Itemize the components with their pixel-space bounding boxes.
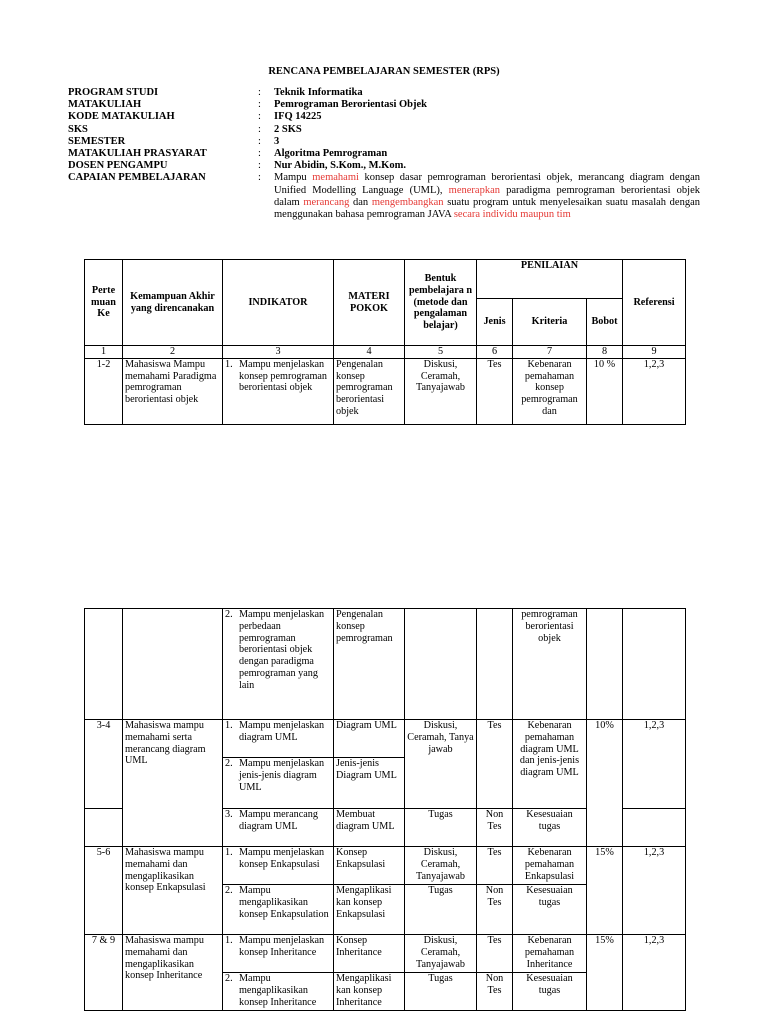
cell-materi: Konsep Enkapsulasi: [334, 847, 405, 885]
capaian-highlight: merancang: [303, 196, 350, 208]
column-number: 2: [123, 346, 223, 359]
cell-kemampuan: [123, 609, 223, 720]
indikator-number: 2.: [225, 758, 233, 769]
column-number: 7: [513, 346, 587, 359]
indikator-text: Mampu mengaplikasikan konsep Enkapsulation: [239, 885, 329, 920]
cell-indikator: [223, 935, 334, 973]
info-row-capaian: [68, 172, 700, 221]
cell-pertemuan: [85, 809, 123, 847]
cell-referensi: 1,2,3: [623, 935, 686, 1011]
cell-materi: Jenis-jenis Diagram UML: [334, 758, 405, 809]
header-jenis: Jenis: [477, 299, 513, 346]
header-materi: MATERI POKOK: [334, 260, 405, 346]
column-number: 9: [623, 346, 686, 359]
info-value: Pemrograman Berorientasi Objek: [274, 99, 428, 111]
cell-indikator: [223, 809, 334, 847]
column-number: 3: [223, 346, 334, 359]
cell-materi: Mengaplikasi kan konsep Inheritance: [334, 973, 405, 1011]
info-key: MATAKULIAH PRASYARAT: [68, 148, 207, 160]
cell-bentuk: Diskusi, Ceramah, Tanyajawab: [405, 847, 477, 885]
cell-referensi: 1,2,3: [623, 847, 686, 935]
header-penilaian: PENILAIAN: [477, 260, 623, 299]
indikator-number: 2.: [225, 609, 233, 620]
cell-pertemuan: 5-6: [85, 847, 123, 935]
cell-kemampuan: Mahasiswa mampu memahami dan mengaplikasikan konsep Enkapsulasi: [123, 847, 223, 935]
info-row-semester: [68, 136, 700, 148]
cell-pertemuan: 1-2: [85, 358, 123, 424]
cell-kriteria: Kesesuaian tugas: [513, 973, 587, 1011]
cell-kemampuan: Mahasiswa mampu memahami dan mengaplikasikan konsep Inheritance: [123, 935, 223, 1011]
cell-bentuk: Diskusi, Ceramah, Tanyajawab: [405, 935, 477, 973]
table-row: [85, 609, 686, 720]
cell-materi: Pengenalan konsep pemrograman: [334, 609, 405, 720]
info-value: Teknik Informatika: [274, 87, 363, 98]
column-number: 4: [334, 346, 405, 359]
info-row-sks: [68, 124, 700, 136]
header-bobot: Bobot: [587, 299, 623, 346]
column-number: 5: [405, 346, 477, 359]
cell-bentuk: Diskusi, Ceramah, Tanya jawab: [405, 720, 477, 809]
cell-jenis: Non Tes: [477, 973, 513, 1011]
cell-materi: Membuat diagram UML: [334, 809, 405, 847]
column-number: 6: [477, 346, 513, 359]
cell-bobot: 10%: [587, 720, 623, 847]
indikator-number: 1.: [225, 935, 233, 946]
cell-kriteria: Kebenaran pemahaman Inheritance: [513, 935, 587, 973]
cell-bobot: 10 %: [587, 358, 623, 424]
cell-bobot: 15%: [587, 847, 623, 935]
capaian-part: Mampu: [274, 172, 313, 184]
indikator-number: 2.: [225, 973, 233, 984]
cell-indikator: [223, 720, 334, 758]
info-value: Nur Abidin, S.Kom., M.Kom.: [274, 160, 406, 172]
indikator-number: 2.: [225, 885, 233, 896]
cell-indikator: [223, 758, 334, 809]
info-value: Algoritma Pemrograman: [274, 148, 388, 160]
header-kriteria: Kriteria: [513, 299, 587, 346]
cell-bentuk: [405, 609, 477, 720]
cell-jenis: [477, 609, 513, 720]
indikator-number: 3.: [225, 809, 233, 820]
column-number: 1: [85, 346, 123, 359]
course-info: [68, 87, 700, 221]
cell-indikator: [223, 885, 334, 935]
cell-bentuk: Tugas: [405, 885, 477, 935]
rps-table-page1: [84, 259, 686, 425]
cell-referensi: 1,2,3: [623, 358, 686, 424]
info-key: CAPAIAN PEMBELAJARAN: [68, 172, 206, 184]
header-bentuk: Bentuk pembelajara n (metode dan pengalaman belajar): [405, 260, 477, 346]
table-row: [85, 847, 686, 885]
cell-bentuk: Tugas: [405, 809, 477, 847]
column-number: 8: [587, 346, 623, 359]
indikator-text: Mampu mengaplikasikan konsep Inheritance: [239, 973, 317, 1008]
table-row: [85, 935, 686, 973]
cell-jenis: Tes: [477, 358, 513, 424]
cell-kriteria: Kebenaran pemahaman konsep pemrograman dan: [513, 358, 587, 424]
info-colon: :: [258, 123, 261, 135]
cell-kriteria: Kesesuaian tugas: [513, 885, 587, 935]
info-colon: :: [258, 160, 261, 172]
header-pertemuan: Perte muan Ke: [85, 260, 123, 346]
info-key: PROGRAM STUDI: [68, 87, 159, 98]
info-row-prasyarat: [68, 148, 700, 160]
info-value: 3: [274, 135, 280, 147]
table-row: [85, 358, 686, 424]
cell-jenis: Tes: [477, 720, 513, 809]
cell-kriteria: pemrograman berorientasi objek: [513, 609, 587, 720]
cell-jenis: Non Tes: [477, 809, 513, 847]
indikator-text: Mampu menjelaskan perbedaan pemrograman berorientasi objek dengan paradigma pemrograman yang lain: [239, 609, 325, 691]
info-key: DOSEN PENGAMPU: [68, 160, 168, 172]
indikator-text: Mampu menjelaskan konsep pemrograman berorientasi objek: [239, 358, 327, 394]
cell-pertemuan: [85, 609, 123, 720]
info-value: IFQ 14225: [274, 111, 322, 123]
cell-kriteria: Kebenaran pemahaman diagram UML dan jenis-jenis diagram UML: [513, 720, 587, 809]
capaian-highlight: mengembangkan: [371, 196, 444, 208]
info-colon: :: [258, 172, 261, 184]
capaian-highlight: memahami: [312, 172, 359, 184]
table-row: [85, 720, 686, 758]
indikator-number: 1.: [225, 358, 233, 370]
info-colon: :: [258, 148, 261, 160]
cell-materi: Konsep Inheritance: [334, 935, 405, 973]
cell-kriteria: Kebenaran pemahaman Enkapsulasi: [513, 847, 587, 885]
capaian-part: paradigma pemrograman berorientasi objek dalam: [274, 184, 700, 208]
indikator-number: 1.: [225, 720, 233, 731]
info-colon: :: [258, 87, 261, 98]
info-key: SKS: [68, 123, 88, 135]
indikator-text: Mampu menjelaskan konsep Enkapsulasi: [239, 847, 325, 870]
cell-referensi: [623, 609, 686, 720]
capaian-part: konsep dasar pemrograman berorientasi objek, merancang diagram dengan Unified Modelling Language (UML),: [274, 172, 700, 196]
info-row-matakuliah: [68, 99, 700, 111]
info-colon: :: [258, 111, 261, 123]
cell-kriteria: Kesesuaian tugas: [513, 809, 587, 847]
cell-bobot: [587, 609, 623, 720]
indikator-number: 1.: [225, 847, 233, 858]
indikator-text: Mampu menjelaskan konsep Inheritance: [239, 935, 325, 958]
capaian-part: dan: [349, 196, 372, 208]
info-row-dosen: [68, 160, 700, 172]
info-key: SEMESTER: [68, 135, 126, 147]
cell-kemampuan: Mahasiswa mampu memahami serta merancang diagram UML: [123, 720, 223, 847]
info-row-kode: [68, 111, 700, 123]
cell-indikator: [223, 973, 334, 1011]
document-title: RENCANA PEMBELAJARAN SEMESTER (RPS): [268, 66, 500, 77]
cell-indikator: [223, 358, 334, 424]
header-kemampuan: Kemampuan Akhir yang direncanakan: [123, 260, 223, 346]
cell-referensi: [623, 809, 686, 847]
indikator-text: Mampu menjelaskan diagram UML: [239, 720, 325, 743]
cell-bentuk: Diskusi, Ceramah, Tanyajawab: [405, 358, 477, 424]
cell-jenis: Tes: [477, 935, 513, 973]
info-colon: :: [258, 135, 261, 147]
cell-jenis: Tes: [477, 847, 513, 885]
indikator-text: Mampu merancang diagram UML: [239, 809, 318, 832]
cell-kemampuan: Mahasiswa Mampu memahami Paradigma pemrograman berorientasi objek: [123, 358, 223, 424]
cell-pertemuan: 3-4: [85, 720, 123, 809]
cell-materi: Mengaplikasi kan konsep Enkapsulasi: [334, 885, 405, 935]
cell-indikator: [223, 609, 334, 720]
cell-materi: Pengenalan konsep pemrograman berorientasi objek: [334, 358, 405, 424]
info-row-program-studi: [68, 87, 700, 99]
cell-bentuk: Tugas: [405, 973, 477, 1011]
rps-table-page2: [84, 608, 686, 1011]
cell-indikator: [223, 847, 334, 885]
cell-jenis: Non Tes: [477, 885, 513, 935]
header-referensi: Referensi: [623, 260, 686, 346]
capaian-part: suatu program untuk menyelesaikan suatu masalah dengan menggunakan bahasa pemrograman JAVA: [274, 196, 700, 221]
info-value: 2 SKS: [274, 123, 302, 135]
header-indikator: INDIKATOR: [223, 260, 334, 346]
info-key: KODE MATAKULIAH: [68, 111, 175, 123]
capaian-highlight: menerapkan: [448, 184, 500, 196]
cell-bobot: 15%: [587, 935, 623, 1011]
capaian-text: [274, 172, 700, 221]
info-colon: :: [258, 99, 261, 111]
cell-materi: Diagram UML: [334, 720, 405, 758]
cell-referensi: 1,2,3: [623, 720, 686, 809]
capaian-highlight: secara individu maupun tim: [453, 209, 571, 221]
indikator-text: Mampu menjelaskan jenis-jenis diagram UML: [239, 758, 325, 793]
cell-pertemuan: 7 & 9: [85, 935, 123, 1011]
info-key: MATAKULIAH: [68, 99, 142, 111]
